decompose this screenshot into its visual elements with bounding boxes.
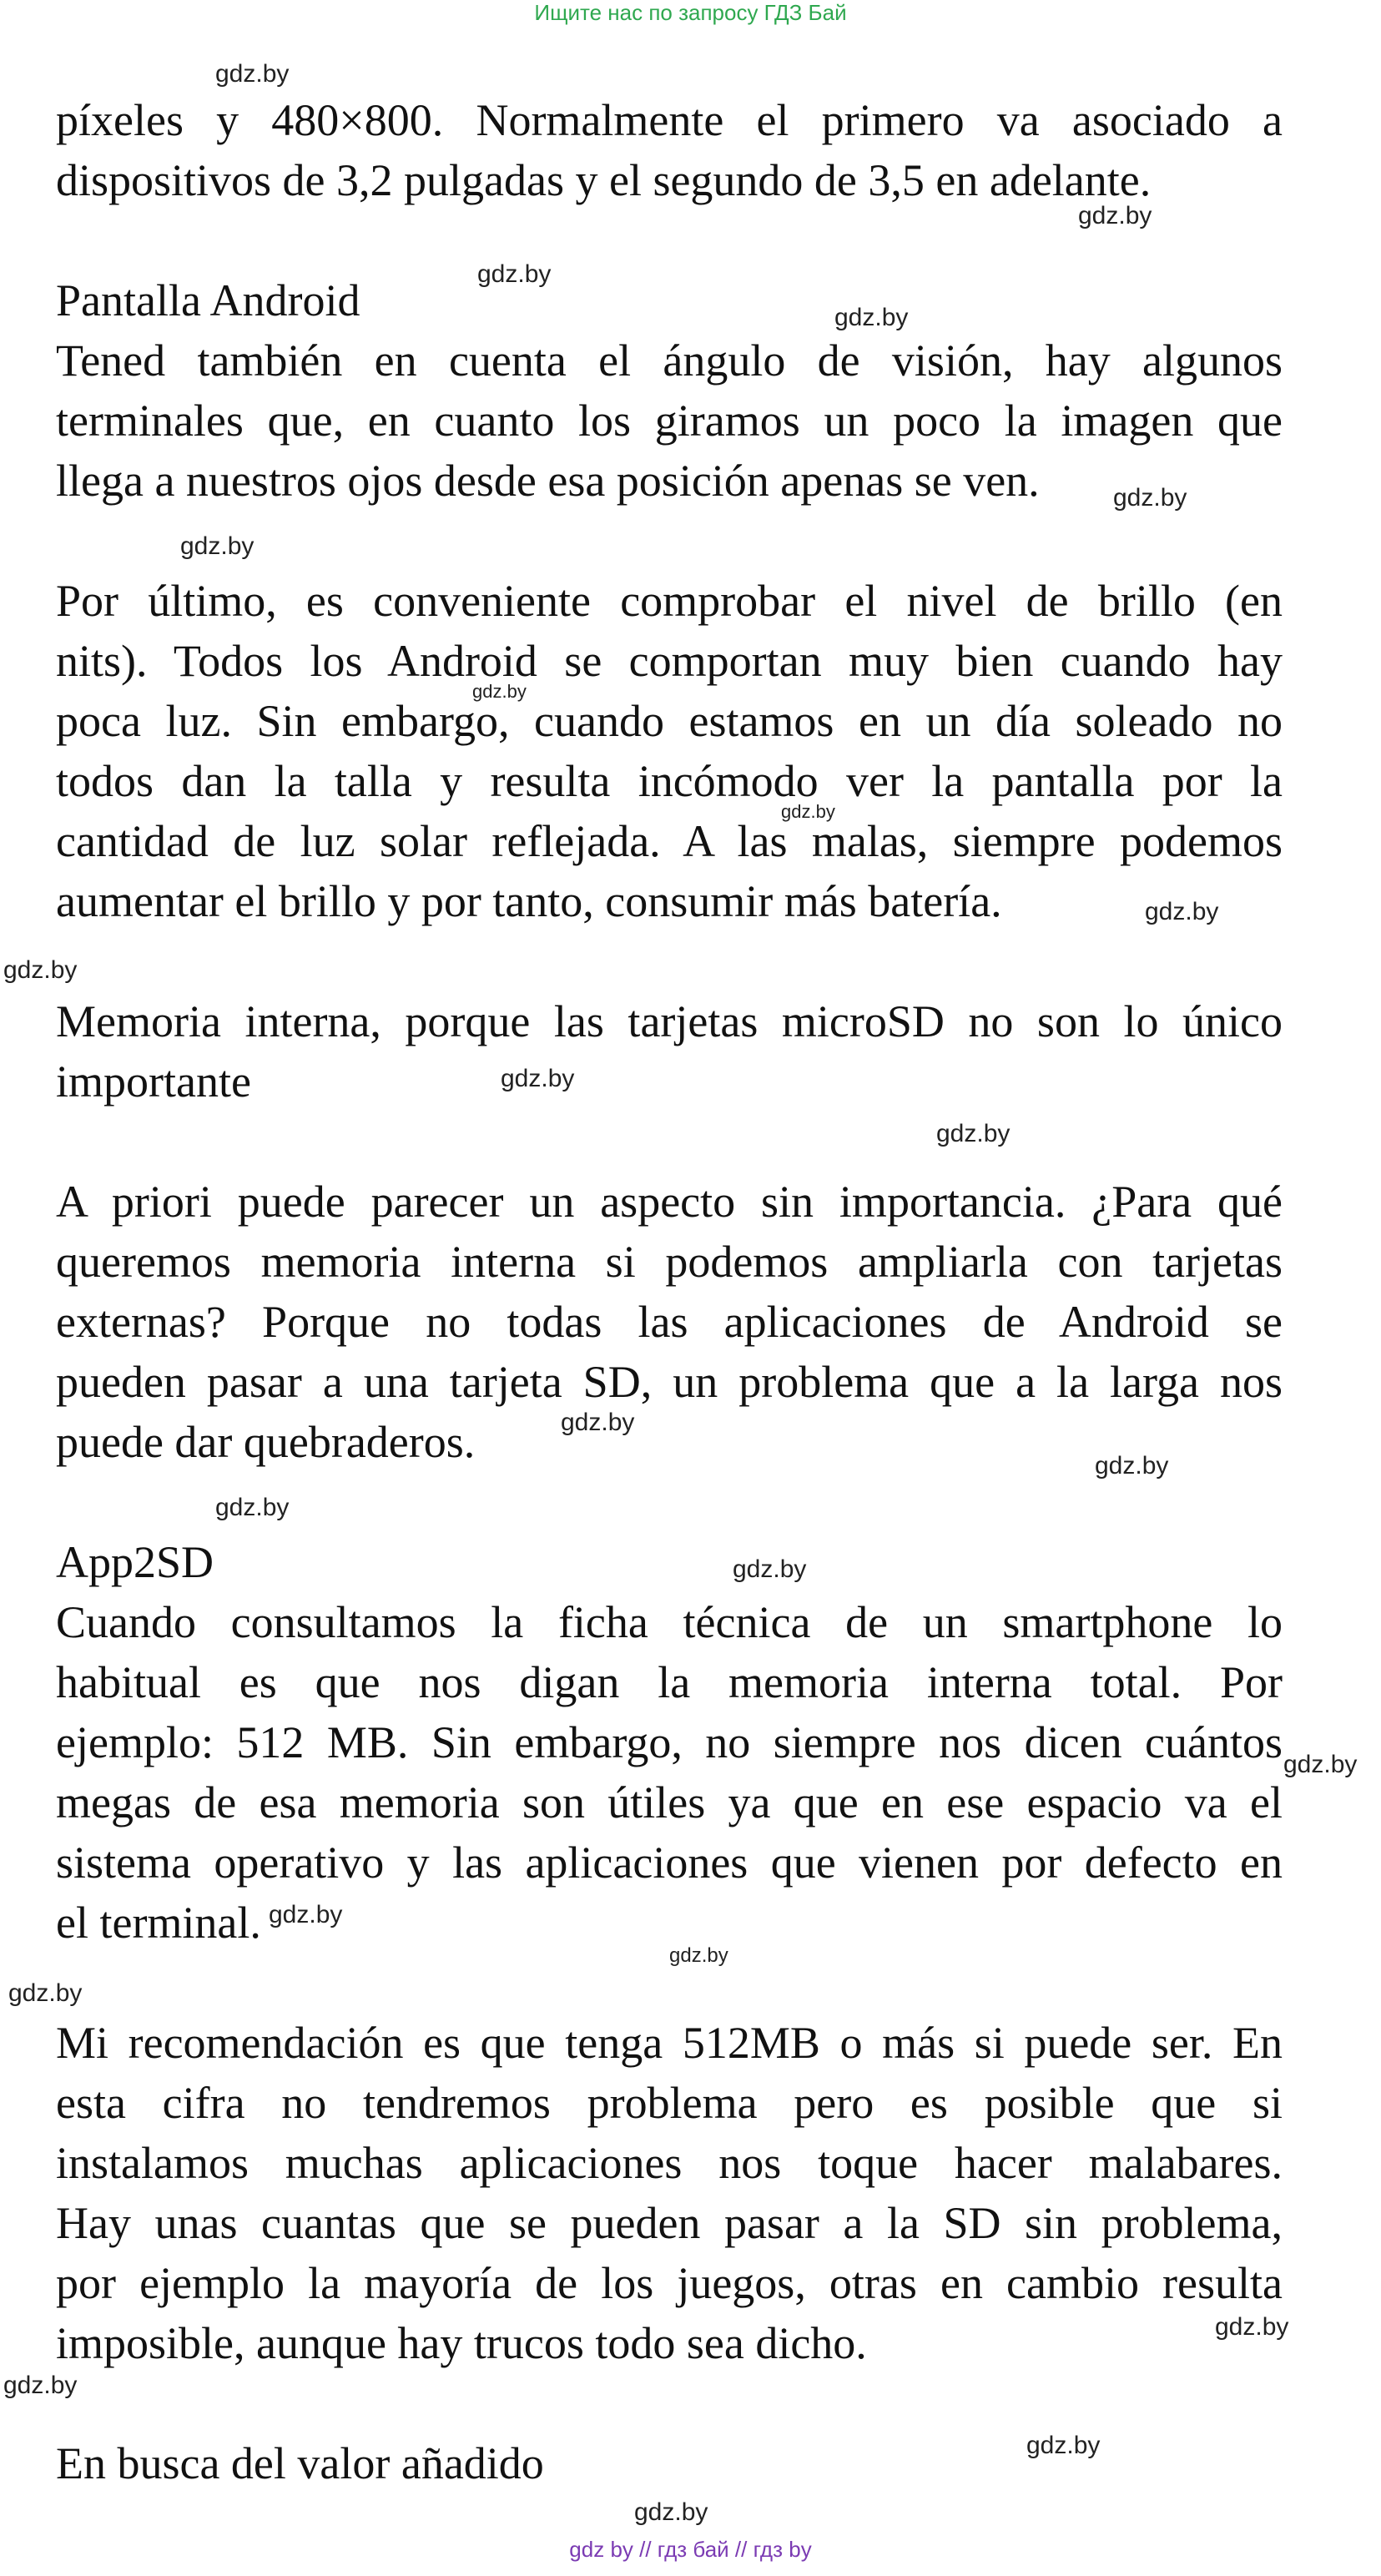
text-line: Mi recomendación es que tenga 512MB o más si puede ser. En xyxy=(56,2018,1283,2068)
text-line: sistema operativo y las aplicaciones que vienen por defecto en xyxy=(56,1837,1283,1888)
text-line: aumentar el brillo y por tanto, consumir más batería. xyxy=(56,876,1002,926)
section-heading: Pantalla Android xyxy=(56,275,360,325)
watermark: gdz.by xyxy=(472,681,527,702)
text-line: Por último, es conveniente comprobar el nivel de brillo (en xyxy=(56,576,1283,626)
watermark: gdz.by xyxy=(733,1555,807,1583)
watermark: gdz.by xyxy=(669,1944,728,1967)
watermark: gdz.by xyxy=(1113,484,1187,512)
site-footer: gdz by // гдз бай // гдз by xyxy=(569,2537,812,2562)
text-line: todos dan la talla y resulta incómodo ver la pantalla por la xyxy=(56,756,1283,806)
text-line: queremos memoria interna si podemos ampliarla con tarjetas xyxy=(56,1237,1283,1287)
text-line: Hay unas cuantas que se pueden pasar a la SD sin problema, xyxy=(56,2198,1283,2248)
text-line: puede dar quebraderos. xyxy=(56,1417,476,1467)
section-heading: importante xyxy=(56,1056,251,1107)
text-line: por ejemplo la mayoría de los juegos, otras en cambio resulta xyxy=(56,2258,1283,2308)
text-line: Tened también en cuenta el ángulo de visión, hay algunos xyxy=(56,335,1283,386)
text-line: externas? Porque no todas las aplicaciones de Android se xyxy=(56,1297,1283,1347)
watermark: gdz.by xyxy=(215,1494,290,1521)
watermark: gdz.by xyxy=(1145,898,1219,925)
text-line: instalamos muchas aplicaciones nos toque hacer malabares. xyxy=(56,2138,1283,2188)
text-line: dispositivos de 3,2 pulgadas y el segundo de 3,5 en adelante. xyxy=(56,155,1152,205)
text-line: poca luz. Sin embargo, cuando estamos en un día soleado no xyxy=(56,696,1283,746)
text-line: píxeles y 480×800. Normalmente el primero va asociado a xyxy=(56,95,1283,145)
text-line: Cuando consultamos la ficha técnica de un smartphone lo xyxy=(56,1597,1283,1647)
text-line: A priori puede parecer un aspecto sin importancia. ¿Para qué xyxy=(56,1177,1283,1227)
watermark: gdz.by xyxy=(561,1409,635,1436)
watermark: gdz.by xyxy=(501,1065,575,1092)
watermark: gdz.by xyxy=(8,1979,83,2007)
watermark: gdz.by xyxy=(3,2372,78,2399)
text-line: cantidad de luz solar reflejada. A las malas, siempre podemos xyxy=(56,816,1283,866)
text-line: pueden pasar a una tarjeta SD, un problema que a la larga nos xyxy=(56,1357,1283,1407)
watermark: gdz.by xyxy=(269,1901,343,1928)
watermark: gdz.by xyxy=(180,532,255,560)
text-line: habitual es que nos digan la memoria interna total. Por xyxy=(56,1657,1283,1707)
watermark: gdz.by xyxy=(781,801,835,822)
text-line: llega a nuestros ojos desde esa posición apenas se ven. xyxy=(56,456,1040,506)
text-line: nits). Todos los Android se comportan muy bien cuando hay xyxy=(56,636,1283,686)
text-line: terminales que, en cuanto los giramos un poco la imagen que xyxy=(56,396,1283,446)
watermark: gdz.by xyxy=(936,1120,1011,1147)
text-line: imposible, aunque hay trucos todo sea dicho. xyxy=(56,2318,867,2368)
watermark: gdz.by xyxy=(215,60,290,88)
watermark: gdz.by xyxy=(1283,1751,1358,1778)
text-line: ejemplo: 512 MB. Sin embargo, no siempre nos dicen cuántos xyxy=(56,1717,1283,1767)
watermark: gdz.by xyxy=(477,260,552,288)
section-heading: App2SD xyxy=(56,1537,214,1587)
text-line: el terminal. xyxy=(56,1898,261,1948)
watermark: gdz.by xyxy=(1026,2432,1101,2459)
watermark: gdz.by xyxy=(3,956,78,984)
site-banner: Ищите нас по запросу ГДЗ Бай xyxy=(534,0,847,25)
watermark: gdz.by xyxy=(834,304,909,331)
watermark: gdz.by xyxy=(1078,202,1152,229)
watermark: gdz.by xyxy=(1215,2313,1289,2341)
section-heading: En busca del valor añadido xyxy=(56,2438,544,2488)
text-line: esta cifra no tendremos problema pero es posible que si xyxy=(56,2078,1283,2128)
watermark: gdz.by xyxy=(1095,1452,1169,1480)
section-heading: Memoria interna, porque las tarjetas microSD no son lo único xyxy=(56,996,1283,1046)
watermark: gdz.by xyxy=(634,2498,708,2526)
text-line: megas de esa memoria son útiles ya que en ese espacio va el xyxy=(56,1777,1283,1827)
